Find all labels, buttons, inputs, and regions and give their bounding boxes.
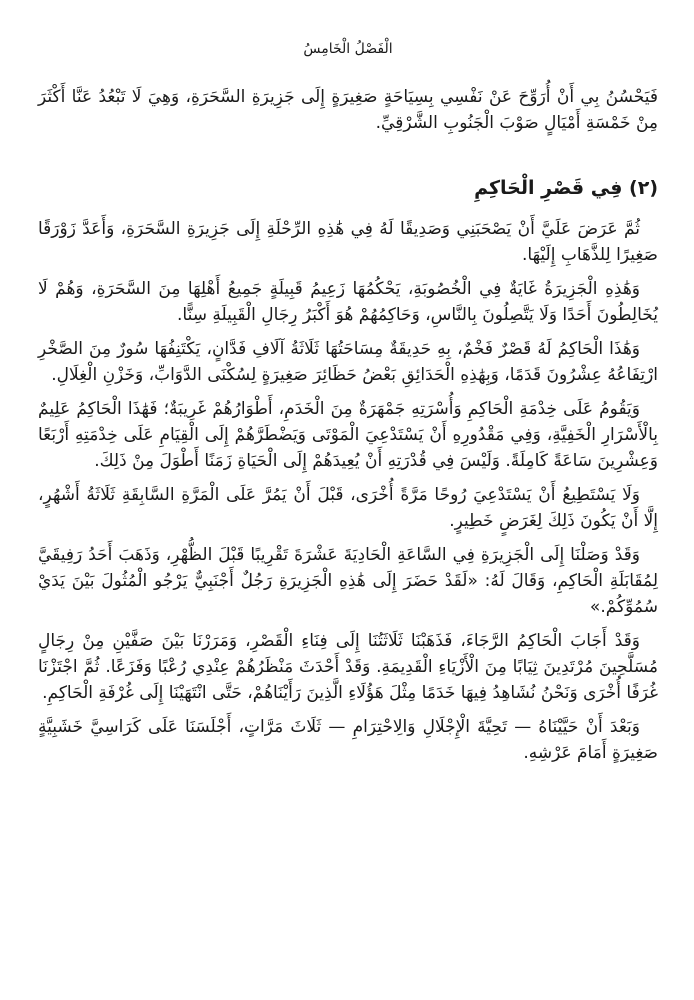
paragraph: وَهَٰذِهِ الْجَزِيرَةُ غَايَةٌ فِي الْخُصُوبَةِ، يَحْكُمُهَا زَعِيمُ قَبِيلَةٍ جَمِيعُ أَهْلِهَا مِنَ السَّحَرَةِ، وَهُمْ لَا يُخَالِطُونَ أَحَدًا وَلَا يَتَّصِلُونَ بِالنَّاسِ، وَحَاكِمُهُمْ هُوَ أَكْبَرُ رِجَالِ الْقَبِيلَةِ سِنًّا.: [38, 279, 658, 325]
paragraph: وَهَٰذَا الْحَاكِمُ لَهُ قَصْرٌ فَخْمٌ، بِهِ حَدِيقَةٌ مِسَاحَتُهَا ثَلَاثَةُ آلَافِ فَدَّانٍ، يَكْتَنِفُهَا سُورٌ مِنَ الصَّخْرِ ارْتِفَاعُهُ عِشْرُونَ قَدَمًا، وَبِهَٰذِهِ الْحَدَائِقِ بَعْضُ حَظَائِرَ صَغِيرَةٍ لِسُكْنَى الدَّوَابِّ، وَخَزْنِ الْغِلَالِ.: [38, 339, 658, 385]
paragraph: وَيَقُومُ عَلَى خِدْمَةِ الْحَاكِمِ وَأُسْرَتِهِ جَمْهَرَةٌ مِنَ الْخَدَمِ، أَطْوَارُهُمْ غَرِيبَةٌ؛ فَهَٰذَا الْحَاكِمُ عَلِيمٌ بِالْأَسْرَارِ الْخَفِيَّةِ، وَفِي مَقْدُورِهِ أَنْ يَسْتَدْعِيَ الْمَوْتَى وَيَضْطَرَّهُمْ إِلَى الْقِيَامِ عَلَى خِدْمَتِهِ أَرْبَعًا وَعِشْرِينَ سَاعَةً كَامِلَةً. وَلَيْسَ فِي قُدْرَتِهِ أَنْ يُعِيدَهُمْ إِلَى الْحَيَاةِ زَمَنًا أَطْوَلَ مِنْ ذَلِكَ.: [38, 399, 658, 471]
body-text: [38, 84, 658, 766]
paragraph: وَقَدْ وَصَلْنَا إِلَى الْجَزِيرَةِ فِي السَّاعَةِ الْحَادِيَةَ عَشْرَةَ تَقْرِيبًا قَبْلَ الظُّهْرِ، وَذَهَبَ أَحَدُ رَفِيقَيَّ لِمُقَابَلَةِ الْحَاكِمِ، وَقَالَ لَهُ: «لَقَدْ حَضَرَ إِلَى هَٰذِهِ الْجَزِيرَةِ رَجُلٌ أَجْنَبِيٌّ يَرْجُو الْمُثُولَ بَيْنَ يَدَيْ سُمُوِّكُمْ.»: [38, 545, 658, 617]
paragraph: ثُمَّ عَرَضَ عَلَيَّ أَنْ يَصْحَبَنِي وَصَدِيقًا لَهُ فِي هَٰذِهِ الرِّحْلَةِ إِلَى جَزِيرَةِ السَّحَرَةِ، وَأَعَدَّ زَوْرَقًا صَغِيرًا لِلذَّهَابِ إِلَيْهَا.: [38, 219, 658, 265]
paragraph: وَبَعْدَ أَنْ حَيَّيْنَاهُ — تَحِيَّةَ الْإِجْلَالِ وَالِاحْتِرَامِ — ثَلَاثَ مَرَّاتٍ، أَجْلَسَنَا عَلَى كَرَاسِيَّ خَشَبِيَّةٍ صَغِيرَةٍ أَمَامَ عَرْشِهِ.: [38, 717, 658, 763]
paragraph: وَقَدْ أَجَابَ الْحَاكِمُ الرَّجَاءَ، فَذَهَبْنَا ثَلَاثَتُنَا إِلَى فِنَاءِ الْقَصْرِ، وَمَرَرْنَا بَيْنَ صَفَّيْنِ مِنْ رِجَالٍ مُسَلَّحِينَ مُرْتَدِينَ ثِيَابًا مِنَ الْأَزْيَاءِ الْقَدِيمَةِ. وَقَدْ أَحْدَثَ مَنْظَرُهُمْ عِنْدِي رُعْبًا وَفَزَعًا. ثُمَّ اجْتَزْنَا غُرَفًا أُخْرَى وَنَحْنُ نُشَاهِدُ فِيهَا خَدَمًا مِثْلَ هَؤُلَاءِ الَّذِينَ رَأَيْنَاهُمْ، حَتَّى انْتَهَيْنَا إِلَى غُرْفَةِ الْحَاكِمِ.: [38, 631, 658, 703]
intro-paragraph: فَيَحْسُنُ بِي أَنْ أُرَوِّحَ عَنْ نَفْسِي بِسِيَاحَةٍ صَغِيرَةٍ إِلَى جَزِيرَةِ السَّحَرَةِ، وَهِيَ لَا تَبْعُدُ عَنَّا أَكْثَرَ مِنْ خَمْسَةِ أَمْيَالٍ صَوْبَ الْجَنُوبِ الشَّرْقِيِّ.: [38, 87, 658, 133]
section-heading: (٢) فِي قَصْرِ الْحَاكِمِ: [474, 177, 658, 199]
paragraph: وَلَا يَسْتَطِيعُ أَنْ يَسْتَدْعِيَ رُوحًا مَرَّةً أُخْرَى، قَبْلَ أَنْ يَمُرَّ عَلَى الْمَرَّةِ السَّابِقَةِ ثَلَاثَةُ أَشْهُرٍ، إِلَّا أَنْ يَكُونَ ذَلِكَ لِغَرَضٍ خَطِيرٍ.: [38, 485, 658, 531]
chapter-running-head: الْفَصْلُ الْخَامِسُ: [303, 41, 393, 57]
